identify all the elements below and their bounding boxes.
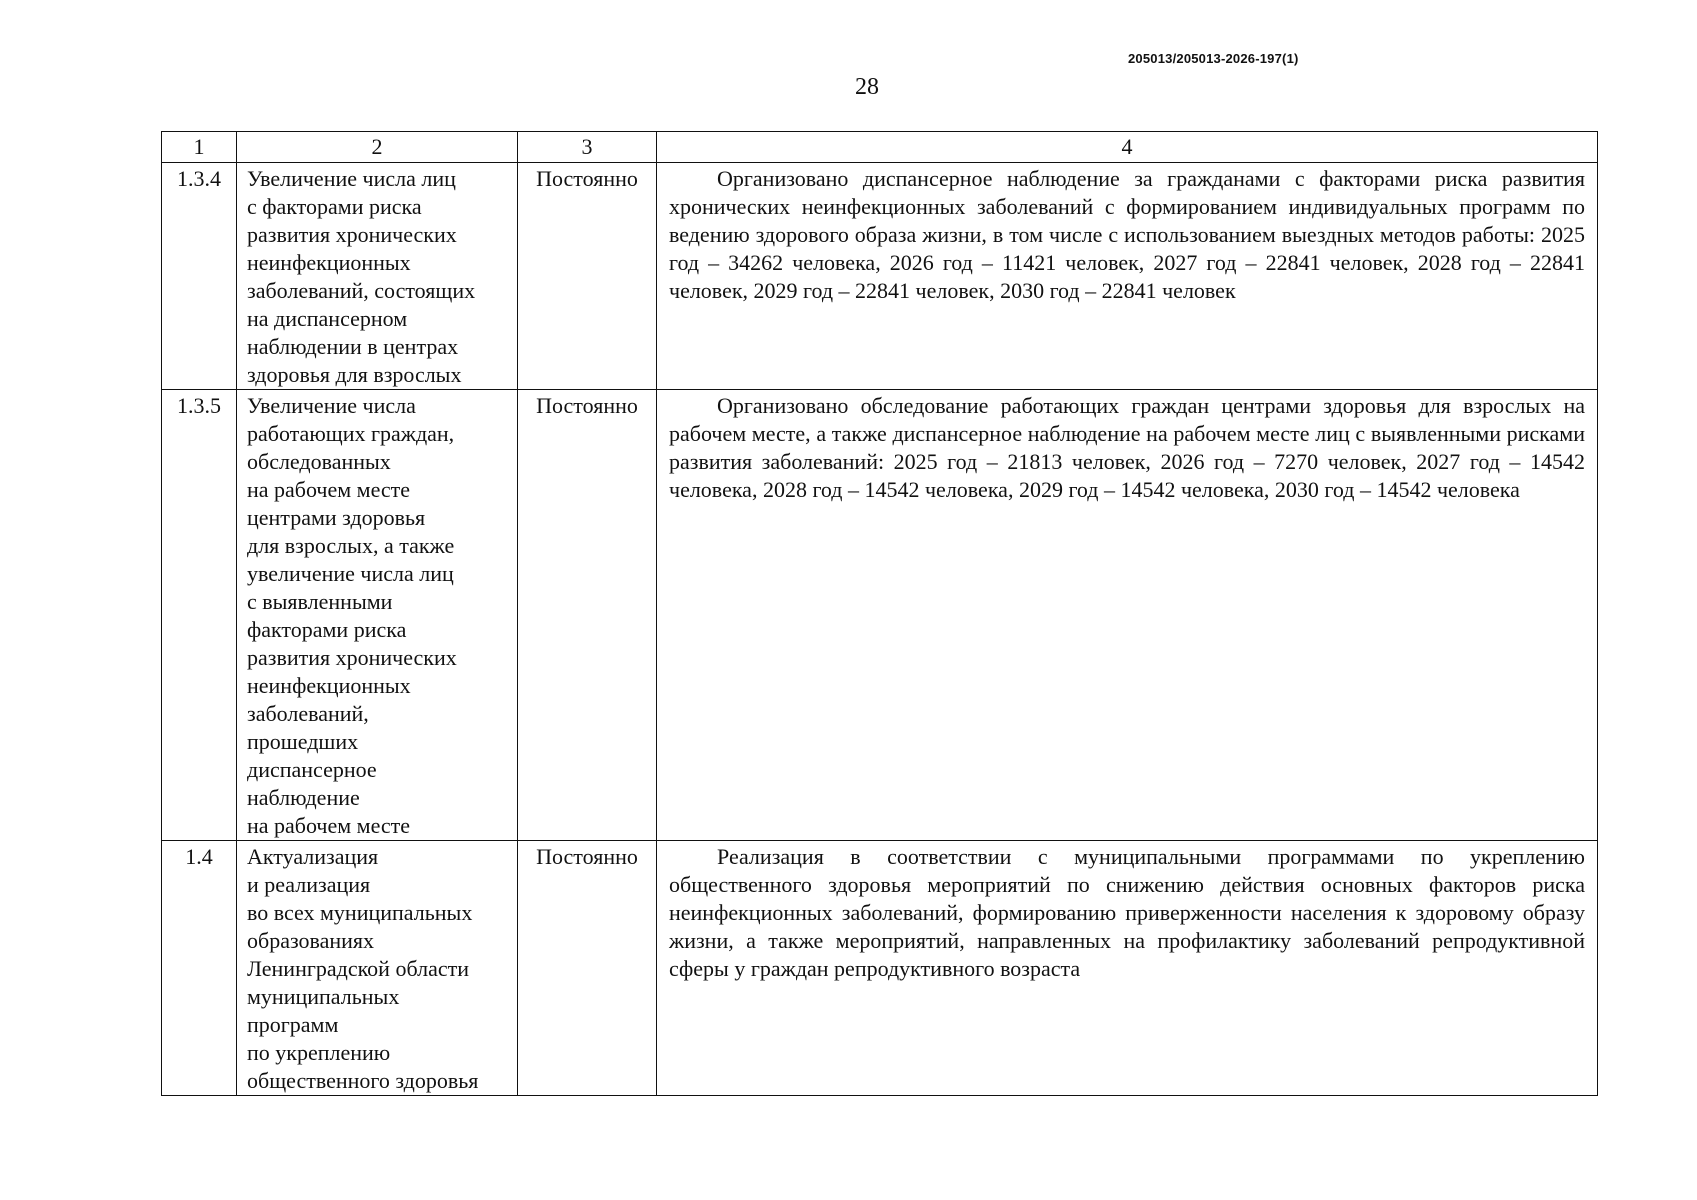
document-id: 205013/205013-2026-197(1): [1128, 51, 1299, 66]
name-line: неинфекционных: [247, 673, 411, 698]
name-line: на диспансерном: [247, 306, 408, 331]
table-row: [162, 841, 1598, 1096]
term-cell: Постоянно: [518, 163, 657, 390]
name-line: заболеваний,: [247, 701, 369, 726]
name-line: на рабочем месте: [247, 477, 411, 502]
name-line: развития хронических: [247, 222, 457, 247]
row-number: 1.3.5: [162, 390, 237, 841]
name-line: обследованных: [247, 449, 391, 474]
column-header: 2: [237, 132, 518, 163]
measures-table: [161, 131, 1598, 1096]
name-line: неинфекционных: [247, 250, 411, 275]
name-line: центрами здоровья: [247, 505, 426, 530]
name-line: Увеличение числа лиц: [247, 166, 456, 191]
name-line: общественного здоровья: [247, 1068, 479, 1093]
name-line: работающих граждан,: [247, 421, 455, 446]
name-line: факторами риска: [247, 617, 407, 642]
name-line: наблюдение: [247, 785, 360, 810]
name-line: Ленинградской области: [247, 956, 469, 981]
name-line: Увеличение числа: [247, 393, 416, 418]
description-cell: Организовано обследование работающих граждан центрами здоровья для взрослых на рабочем месте, а также диспансерное наблюдение на рабочем месте лиц с выявленными рисками развития заболеваний: 2025 год – 21813 человек, 2026 год – 7270 человек, 2027 год – 14542 человека, 2028 год – 14542 человека, 2029 год – 14542 человека, 2030 год – 14542 человека: [657, 390, 1598, 841]
column-header: 3: [518, 132, 657, 163]
name-line: наблюдении в центрах: [247, 334, 459, 359]
measure-name: [237, 390, 518, 841]
term-cell: Постоянно: [518, 841, 657, 1096]
column-header: 1: [162, 132, 237, 163]
name-line: и реализация: [247, 872, 371, 897]
column-header: 4: [657, 132, 1598, 163]
name-line: диспансерное: [247, 757, 377, 782]
table-header-row: [162, 132, 1598, 163]
name-line: заболеваний, состоящих: [247, 278, 476, 303]
name-line: увеличение числа лиц: [247, 561, 454, 586]
term-cell: Постоянно: [518, 390, 657, 841]
name-line: по укреплению: [247, 1040, 391, 1065]
row-number: 1.3.4: [162, 163, 237, 390]
name-line: образованиях: [247, 928, 375, 953]
description-cell: Организовано диспансерное наблюдение за гражданами с факторами риска развития хронических неинфекционных заболеваний с формированием индивидуальных программ по ведению здорового образа жизни, в том числе с использованием выездных методов работы: 2025 год – 34262 человека, 2026 год – 11421 человек, 2027 год – 22841 человек, 2028 год – 22841 человек, 2029 год – 22841 человек, 2030 год – 22841 человек: [657, 163, 1598, 390]
name-line: развития хронических: [247, 645, 457, 670]
name-line: здоровья для взрослых: [247, 362, 462, 387]
name-line: с выявленными: [247, 589, 393, 614]
table-row: [162, 390, 1598, 841]
name-line: прошедших: [247, 729, 359, 754]
name-line: Актуализация: [247, 844, 379, 869]
name-line: с факторами риска: [247, 194, 422, 219]
measure-name: [237, 163, 518, 390]
name-line: во всех муниципальных: [247, 900, 473, 925]
table-row: [162, 163, 1598, 390]
description-cell: Реализация в соответствии с муниципальными программами по укреплению общественного здоровья мероприятий по снижению действия основных факторов риска неинфекционных заболеваний, формированию приверженности населения к здоровому образу жизни, а также мероприятий, направленных на профилактику заболеваний репродуктивной сферы у граждан репродуктивного возраста: [657, 841, 1598, 1096]
row-number: 1.4: [162, 841, 237, 1096]
name-line: на рабочем месте: [247, 813, 411, 838]
name-line: для взрослых, а также: [247, 533, 455, 558]
page-number: 28: [855, 74, 879, 100]
name-line: программ: [247, 1012, 339, 1037]
measure-name: [237, 841, 518, 1096]
name-line: муниципальных: [247, 984, 400, 1009]
